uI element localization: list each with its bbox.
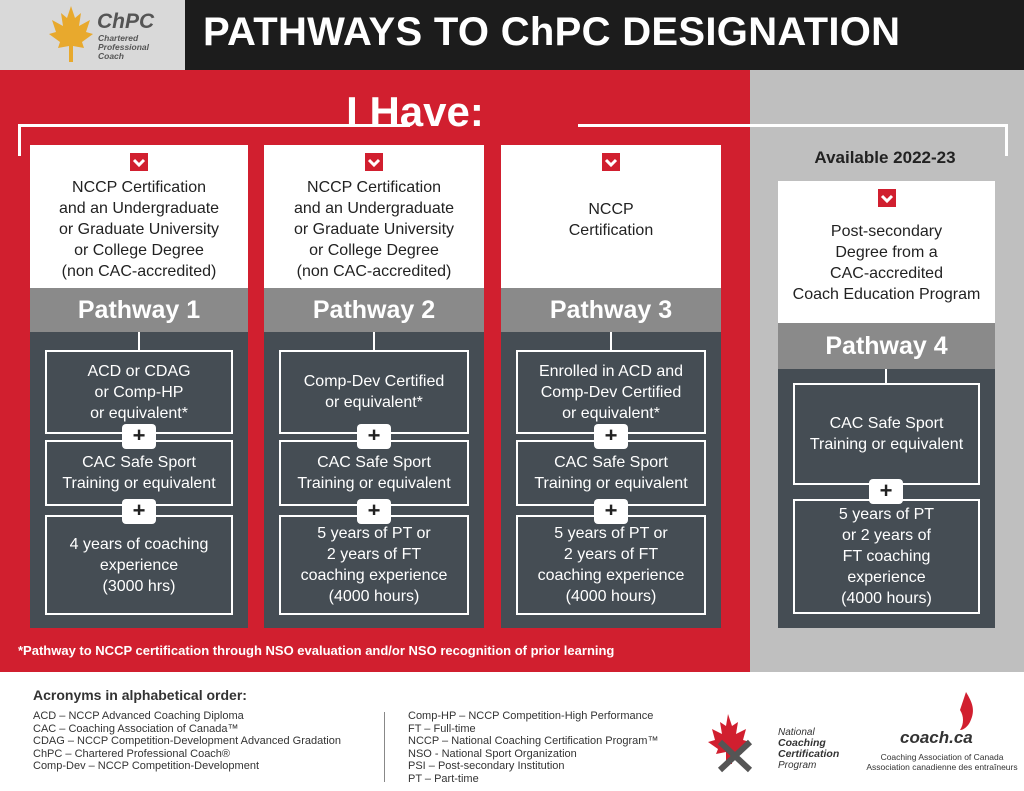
maple-leaf-icon [48,4,94,64]
check-icon [130,153,148,171]
nccp-logo-text: National Coaching Certification Program [778,727,840,771]
step-box: CAC Safe Sport Training or equivalent [516,440,706,506]
chpc-logo [0,0,185,70]
logo-title: ChPC [97,10,155,33]
pathway-1-steps [30,332,248,628]
nccp-logo-icon [698,712,776,774]
step-box: Enrolled in ACD and Comp-Dev Certified or equivalent* [516,350,706,434]
pathway-2-requirement [264,145,484,288]
step-box: 5 years of PT or 2 years of FT coaching experience (4000 hours) [279,515,469,615]
coach-ca-logo: coach.ca [900,728,973,747]
requirement-text: NCCP Certification [568,201,654,239]
pathway-2-steps [264,332,484,628]
available-label: Available 2022-23 [814,148,956,167]
acronyms-right: Comp-HP – NCCP Competition-High Performance FT – Full-time NCCP – National Coaching Certification Program™ NSO - National Sport Organization PSI – Post-secondary Institution PT – Part-time [408,710,659,785]
page-title: PATHWAYS TO ChPC DESIGNATION [203,10,901,54]
step-box: Comp-Dev Certified or equivalent* [279,350,469,434]
pathway-4-title: Pathway 4 [778,323,995,369]
pathway-3-steps [501,332,721,628]
pathway-2-title: Pathway 2 [264,288,484,332]
step-box: ACD or CDAG or Comp-HP or equivalent* [45,350,233,434]
check-icon [365,153,383,171]
pathway-4-requirement [778,181,995,323]
divider [384,712,385,782]
pathway-3-requirement [501,145,721,288]
plus-icon: + [122,499,156,524]
plus-icon: + [869,479,903,504]
plus-icon: + [357,499,391,524]
step-box: 5 years of PT or 2 years of FT coaching experience (4000 hours) [516,515,706,615]
step-box: CAC Safe Sport Training or equivalent [279,440,469,506]
logo-subtitle: Chartered Professional Coach [98,33,150,61]
pathway-1-requirement [30,145,248,288]
acronyms-title: Acronyms in alphabetical order: [33,687,247,703]
pathway-1-title: Pathway 1 [30,288,248,332]
acronyms-left: ACD – NCCP Advanced Coaching Diploma CAC – Coaching Association of Canada™ CDAG – NCCP Competition-Development Advanced Gradation ChPC – Chartered Professional Coach® Comp-Dev – NCCP Competition-Development [33,710,341,772]
requirement-text: NCCP Certification and an Undergraduate or Graduate University or College Degree (non CAC-accredited) [58,179,220,280]
requirement-text: Post-secondary Degree from a CAC-accredited Coach Education Program [792,223,981,303]
step-box: CAC Safe Sport Training or equivalent [45,440,233,506]
footnote: *Pathway to NCCP certification through NSO evaluation and/or NSO recognition of prior learning [18,643,615,658]
check-icon [878,189,896,207]
requirement-text: NCCP Certification and an Undergraduate or Graduate University or College Degree (non CAC-accredited) [293,179,455,280]
coach-ca-subtitle: Coaching Association of Canada Association canadienne des entraîneurs [866,752,1018,772]
check-icon [602,153,620,171]
coach-ca-flame-icon [950,690,980,732]
plus-icon: + [594,499,628,524]
i-have-heading: I Have: [346,88,484,135]
step-box: 5 years of PT or 2 years of FT coaching experience (4000 hours) [793,499,980,614]
step-box: CAC Safe Sport Training or equivalent [793,383,980,485]
plus-icon: + [122,424,156,449]
pathway-3-title: Pathway 3 [501,288,721,332]
plus-icon: + [594,424,628,449]
pathway-4-steps [778,369,995,628]
step-box: 4 years of coaching experience (3000 hrs) [45,515,233,615]
plus-icon: + [357,424,391,449]
